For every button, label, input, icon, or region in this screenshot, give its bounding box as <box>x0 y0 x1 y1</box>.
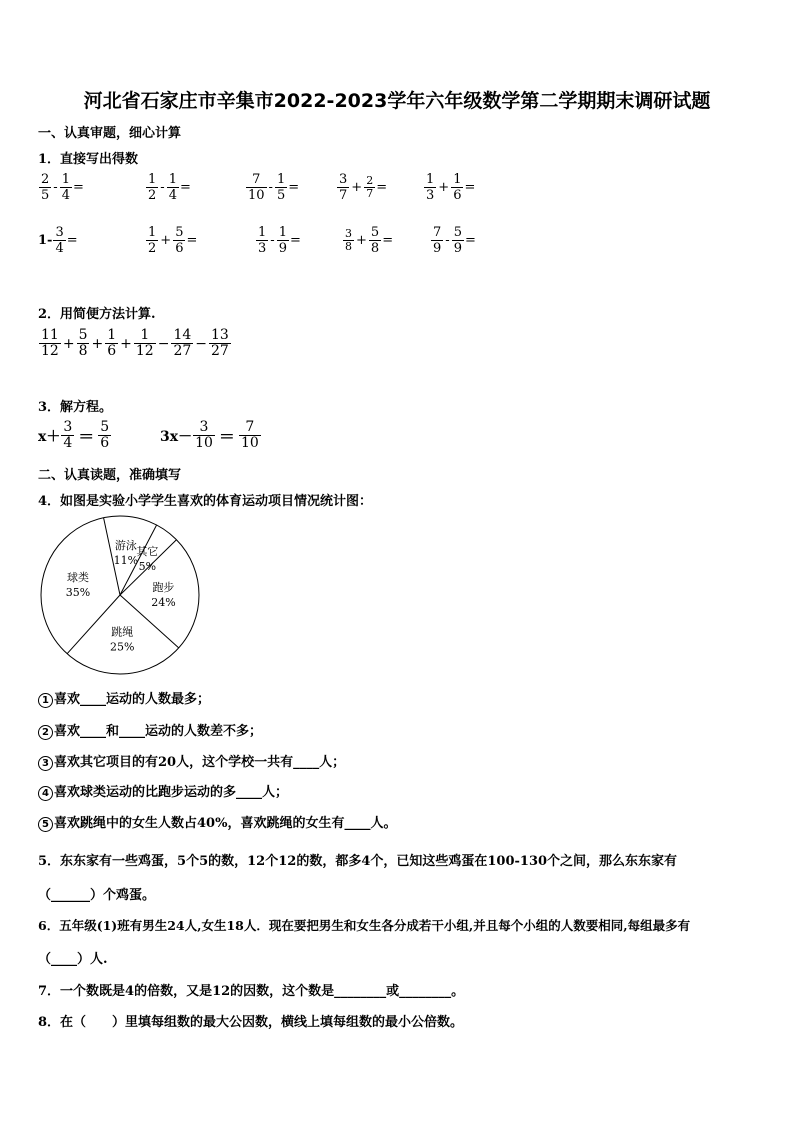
fraction: $\frac{1}{6}$ <box>107 327 117 359</box>
fraction: $\frac{1}{3}$ <box>426 172 435 203</box>
pie-slice-label: 球类 <box>67 570 90 584</box>
q4-item-2: 2 喜欢____和____运动的人数差不多； <box>38 720 262 740</box>
fraction: $\frac{1}{9}$ <box>278 225 287 256</box>
fraction: $\frac{5}{6}$ <box>100 419 110 451</box>
q3-equation-2: 3x－ $\frac{3}{10}$ ＝ $\frac{7}{10}$ <box>160 419 259 451</box>
circled-number: 4 <box>38 786 53 801</box>
q1-expression-9: $\frac{3}{8}$ + $\frac{5}{8}$ = <box>345 225 394 256</box>
question-8: 8．在（ ）里填每组数的最大公因数，横线上填每组数的最小公倍数。 <box>38 1015 464 1030</box>
pie-slice-percent: 25% <box>110 640 135 654</box>
pie-slice-percent: 24% <box>151 596 176 610</box>
fraction: $\frac{1}{12}$ <box>135 327 154 359</box>
fraction: $\frac{3}{4}$ <box>63 419 73 451</box>
fraction: $\frac{3}{4}$ <box>55 225 64 256</box>
page-title: 河北省石家庄市辛集市2022-2023学年六年级数学第二学期期末调研试题 <box>83 90 711 112</box>
question-2-label: 2．用简便方法计算. <box>38 307 156 322</box>
q4-item-3: 3 喜欢其它项目的有20人，这个学校一共有____人； <box>38 751 345 771</box>
fraction: $\frac{1}{2}$ <box>148 225 157 256</box>
q1-expression-6: 1- $\frac{3}{4}$ = <box>38 225 78 256</box>
fraction: $\frac{5}{6}$ <box>175 225 184 256</box>
fraction: $\frac{7}{9}$ <box>433 225 442 256</box>
pie-slice-label: 跳绳 <box>111 625 134 639</box>
question-7: 7．一个数既是4的倍数，又是12的因数，这个数是________或________。 <box>38 984 465 999</box>
question-5-line-2: （______）个鸡蛋。 <box>38 888 156 903</box>
fraction: $\frac{14}{27}$ <box>173 327 192 359</box>
fraction: $\frac{3}{8}$ <box>345 227 352 253</box>
q4-item-1: 1 喜欢____运动的人数最多； <box>38 688 210 708</box>
fraction: $\frac{3}{7}$ <box>339 172 348 203</box>
pie-slice-label: 游泳 <box>114 538 137 552</box>
circled-number: 3 <box>38 756 53 771</box>
fraction: $\frac{7}{10}$ <box>248 172 265 203</box>
pie-slice-percent: 35% <box>65 585 91 599</box>
fraction: $\frac{1}{3}$ <box>258 225 267 256</box>
fraction: $\frac{11}{12}$ <box>41 327 59 359</box>
question-6-line-1: 6．五年级(1)班有男生24人,女生18人．现在要把男生和女生各分成若干小组,并且每个小组的人数要相同,每组最多有 <box>38 918 691 933</box>
q1-expression-4: $\frac{3}{7}$ + $\frac{2}{7}$ = <box>339 172 388 203</box>
fraction: $\frac{5}{9}$ <box>453 225 462 256</box>
pie-slice-label: 跑步 <box>152 581 175 595</box>
fraction: $\frac{1}{2}$ <box>148 172 157 203</box>
fraction: $\frac{1}{4}$ <box>168 172 177 203</box>
question-5-line-1: 5．东东家有一些鸡蛋，5个5的数，12个12的数，都多4个，已知这些鸡蛋在100-130个之间，那么东东家有 <box>38 854 678 869</box>
fraction: $\frac{2}{5}$ <box>41 172 50 203</box>
question-4-label: 4．如图是实验小学学生喜欢的体育运动项目情况统计图： <box>38 494 373 509</box>
pie-chart <box>38 514 208 678</box>
q1-expression-10: $\frac{7}{9}$ - $\frac{5}{9}$ = <box>433 225 476 256</box>
section-heading-1: 一、认真审题，细心计算 <box>38 126 182 141</box>
fraction: $\frac{5}{8}$ <box>78 327 88 359</box>
q1-expression-8: $\frac{1}{3}$ - $\frac{1}{9}$ = <box>258 225 301 256</box>
circled-number: 1 <box>38 693 53 708</box>
fraction: $\frac{5}{8}$ <box>370 225 380 256</box>
q3-equation-1: x＋ $\frac{3}{4}$ ＝ $\frac{5}{6}$ <box>38 419 110 451</box>
question-1-label: 1．直接写出得数 <box>38 152 139 167</box>
pie-slice-label: 其它 <box>136 545 159 559</box>
fraction: $\frac{7}{10}$ <box>240 419 259 451</box>
fraction: $\frac{2}{7}$ <box>366 174 374 200</box>
q1-expression-1: $\frac{2}{5}$ - $\frac{1}{4}$ = <box>41 172 84 203</box>
q1-expression-5: $\frac{1}{3}$ + $\frac{1}{6}$ = <box>426 172 476 203</box>
fraction: $\frac{1}{6}$ <box>453 172 462 203</box>
fraction: $\frac{13}{27}$ <box>211 327 229 359</box>
circled-number: 2 <box>38 725 53 740</box>
fraction: $\frac{1}{4}$ <box>61 172 70 203</box>
q2-expression: $\frac{11}{12}$ + $\frac{5}{8}$ + $\frac{1}{6}$ + $\frac{1}{12}$ − $\frac{14}{27}$ − $\frac{13}{27}$ <box>41 327 229 359</box>
question-3-label: 3．解方程。 <box>38 400 113 415</box>
q4-item-5: 5 喜欢跳绳中的女生人数占40%，喜欢跳绳的女生有____人。 <box>38 812 396 832</box>
q4-item-4: 4 喜欢球类运动的比跑步运动的多____人； <box>38 781 288 801</box>
circled-number: 5 <box>38 817 53 832</box>
fraction: $\frac{1}{5}$ <box>276 172 286 203</box>
q1-expression-3: $\frac{7}{10}$ - $\frac{1}{5}$ = <box>248 172 300 203</box>
q1-expression-7: $\frac{1}{2}$ + $\frac{5}{6}$ = <box>148 225 198 256</box>
pie-slice-percent: 11% <box>113 553 139 567</box>
section-heading-2: 二、认真读题，准确填写 <box>38 468 182 483</box>
q1-expression-2: $\frac{1}{2}$ - $\frac{1}{4}$ = <box>148 172 191 203</box>
pie-slice-percent: 5% <box>138 560 157 574</box>
fraction: $\frac{3}{10}$ <box>195 419 213 451</box>
question-6-line-2: （____）人. <box>38 952 108 967</box>
